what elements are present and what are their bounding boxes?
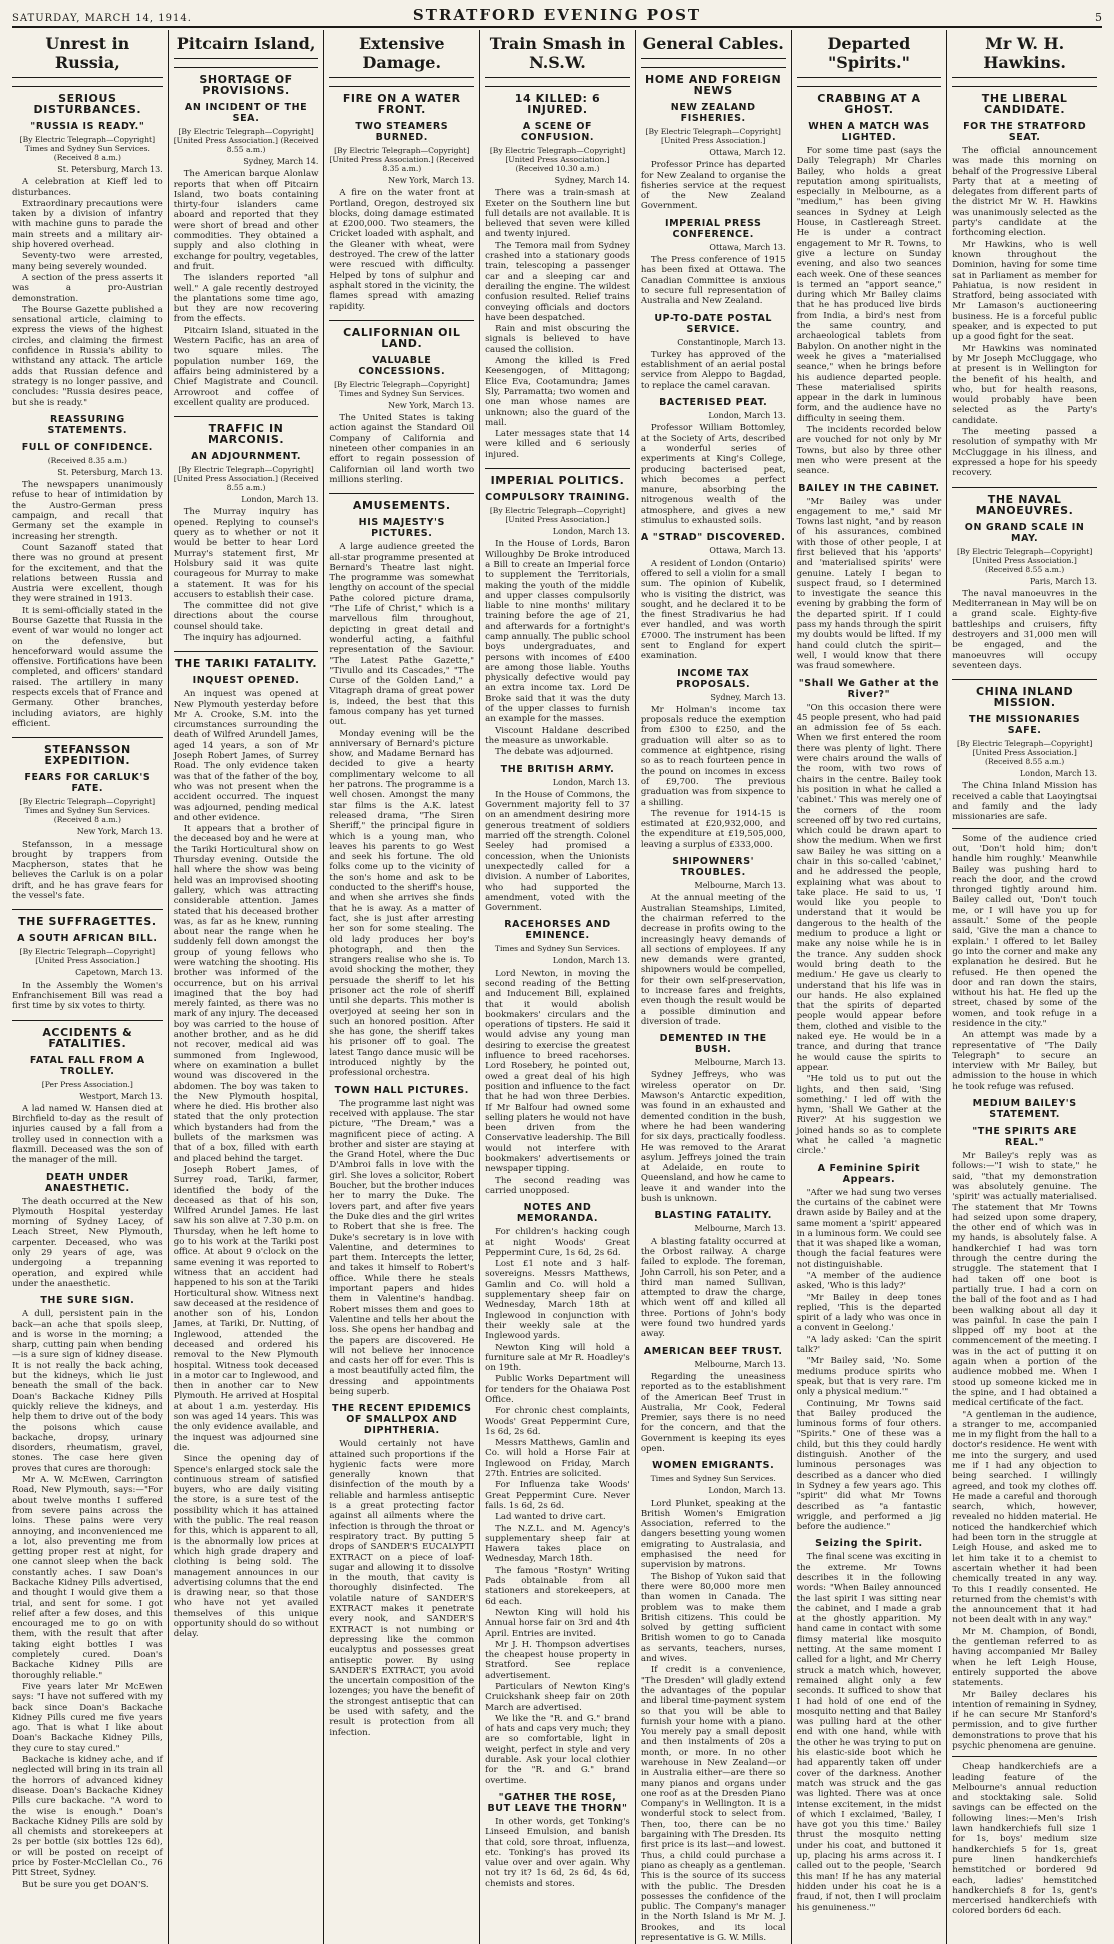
- paragraph: The official announcement was made this morning on behalf of the Progressive Liberal Party that at a meeting of delegates from different parts of the district Mr W. H. Hawkins was unanimously selected as the party's candidate at the forthcoming election.: [952, 146, 1097, 239]
- paragraph: The debate was adjourned.: [495, 747, 614, 758]
- column-title: Mr W. H. Hawkins.: [952, 34, 1097, 78]
- paragraph: The death occurred at the New Plymouth Hospital yesterday morning of Sydney Lacey, of Leach Street, New Plymouth, carpenter. Deceased, who was only 29 years of age, was undergoing a trepanning operation, and expired while under the anaesthetic.: [12, 1196, 163, 1289]
- article-headline: INQUEST OPENED.: [192, 675, 300, 687]
- dateline: New York, March 13.: [388, 176, 475, 185]
- paragraph: "A gentleman in the audience, a stranger to me, accompanied me in my flight from the hall to a doctor's residence. He went with me into the surgery, and used me if I had any objection to being searched. I willingly agreed, and took my clothes off. He made a careful and thorough search, which, however, revealed no hidden material. He noticed the handkerchief which had been torn in the struggle at Leigh House, and asked me to let him take it to a chemist to ascertain whether it had been chemically treated in any way. To this I readily consented. He returned from the chemist's with the announcement that it had not been dealt with in any way.": [952, 1409, 1097, 1626]
- paragraph: The naval manoeuvres in the Mediterranean in May will be on a grand scale. Eighty-five battleships and cruisers, fifty destroyers and 31,000 men will be engaged, and the manoeuvres will occupy seventeen days.: [952, 588, 1097, 671]
- article-headline: VALUABLE CONCESSIONS.: [358, 354, 446, 377]
- column-6: [791, 30, 947, 1944]
- paragraph: Stefansson, in a message brought by trappers from Macpherson, states that he believes the Carluk is on a polar drift, and he has grave fears for the vessel's fate.: [12, 839, 163, 902]
- paragraph: An attempt was made by a representative of "The Daily Telegraph" to secure an interview with Mr Bailey, but admission to the house in which he took refuge was refused.: [952, 1030, 1097, 1092]
- paragraph: Later messages state that 14 were killed and 6 seriously injured.: [485, 429, 630, 460]
- paragraph: Public Works Department will for tenders for the Ohaiawa Post Office.: [485, 1374, 630, 1405]
- paragraph: The second reading was carried unopposed.: [485, 1175, 630, 1196]
- dateline: Ottawa, March 12.: [709, 148, 786, 157]
- section-headline: THE SUFFRAGETTES.: [12, 909, 163, 927]
- dateline: Westport, March 13.: [79, 1091, 163, 1101]
- article-headline: THE RECENT EPIDEMICS OF SMALLPOX AND DIPHTHERIA.: [331, 1403, 472, 1437]
- dateline: London, March 13.: [241, 495, 319, 505]
- paragraph: Messrs Matthews, Gamlin and Co. will hold a Horse Fair at Inglewood on Friday, March 27th. Entries are solicited.: [485, 1438, 630, 1480]
- article-headline: TOWN HALL PICTURES.: [334, 1084, 469, 1096]
- newspaper-page: [12, 30, 1102, 1944]
- paragraph: It is semi-officially stated in the Bourse Gazette that Russia in the event of war would no longer act on the defensive, but henceforward would assume the offensive. Fortifications have been completed, and officers' standard raised. The artillery in many respects excels that of France and Germany. Other branches, including aviators, are highly efficient.: [12, 605, 163, 729]
- paragraph: "After we had sung two verses the curtains of the cabinet were drawn aside by Bailey and at the same moment a 'spirit' appeared in a luminous form. We could see that it was shaped like a woman, though the facial features were not distinguishable.: [796, 1187, 942, 1270]
- paragraph: The N.Z.L. and M. Agency's supplementary sheep fair at Hawera takes place on Wednesday, March 18th.: [485, 1523, 630, 1565]
- wire-credit: [By Electric Telegraph—Copyright] Times and Sydney Sun Services.: [334, 379, 470, 398]
- section-headline: THE TARIKI FATALITY.: [174, 651, 319, 669]
- article-headline: A "STRAD" DISCOVERED.: [640, 532, 786, 544]
- divider: [952, 828, 1097, 829]
- dateline: London, March 13.: [552, 777, 630, 787]
- article-headline: Seizing the Spirit.: [815, 1538, 923, 1550]
- wire-credit: [By Electric Telegraph—Copyright] [United Press Association.]: [489, 506, 626, 525]
- wire-credit: [By Electric Telegraph—Copyright] [United Press Association.] (Received 8.55 a.m.): [173, 465, 319, 493]
- wire-credit: Times and Sydney Sun Services.: [650, 1474, 776, 1484]
- paragraph: Mr Hawkins was nominated by Mr Joseph McCluggage, who at present is in Wellington for the benefit of his health, and who, but for health reasons, would probably have been selected as the Party's candidate.: [952, 343, 1097, 426]
- paragraph: The meeting passed a resolution of sympathy with Mr McCluggage in his illness, and expressed a hope for his speedy recovery.: [952, 427, 1097, 479]
- issue-date: SATURDAY, MARCH 14, 1914.: [12, 13, 192, 24]
- paragraph: The programme last night was received with applause. The star picture, "The Dream," was a magnificent piece of acting. A brother and sister are staying at the Grand Hotel, where the Duc D'Ambroi falls in love with the girl. She loves a solicitor, Robert Boucher, but the brother induces her to marry the Duke. The lovers part, and after five years the Duke dies and the girl writes to Robert that she is free. The Duke's secretary is in love with Valentine, and determines to part them. Intercepts the letter, and takes it himself to Robert's office. While there he steals important papers and hides them in Valentine's handbag. Robert misses them and goes to Valentine and tells her about the loss. She opens her handbag and the papers are discovered. He will not believe her innocence and casts her off for ever. This is a most beautifully acted film, the dressing and appointments being superb.: [329, 1098, 475, 1397]
- paragraph: A fire on the water front at Portland, Oregon, destroyed six blocks, doing damage estimated at £200,000. Two steamers, the Cricket loaded with asphalt, and the Gleaner with wheat, were destroyed. The crew of the latter were rescued with difficulty. Helped by tons of sulphur and asphalt stored in the vicinity, the flames spread with amazing rapidity.: [329, 188, 475, 312]
- column-title: Train Smash in N.S.W.: [485, 34, 630, 78]
- paragraph: The newspapers unanimously refuse to hear of intimidation by the Austro-German press campaign, and recall that Germany set the example in increasing her strength.: [12, 480, 163, 542]
- article-headline: BACTERISED PEAT.: [659, 397, 768, 409]
- paragraph: The Murray inquiry has opened. Replying to counsel's query as to whether or not it would be better to hear Lord Murray's statement first, Mr Holsbury said it was quite courageous for Murray to make a statement. It was for his accusers to establish their case.: [173, 507, 319, 600]
- section-headline: CRABBING AT A GHOST.: [797, 86, 942, 115]
- dateline: Melbourne, March 13.: [694, 881, 786, 891]
- paragraph: Monday evening will be the anniversary of Bernard's picture show, and Madame Bernard has decided to give a hearty complimentary welcome to all her patrons. The programme is a well chosen. Amongst the many star films is the A.K. latest released drama, "The Siren Sheriff," the principal figure in which is a young man, who leaves his parents to go West and seek his fortune. The old folks come up to the vicinity of the son's home and ask to be conducted to the sheriff's house, and when she arrives she finds that he is away. As a matter of fact, she is just after arresting her son for some stealing. The old lady produces her boy's photograph, and then the strangers realise who she is. To avoid shocking the mother, they persuade the sheriff to let his prisoner act the role of sheriff until she departs. This mother is overjoyed at seeing her son in such an honored position. After she has gone, the sheriff takes his prisoner off to goal. The latest Tango dance music will be introduced nightly by the professional orchestra.: [329, 728, 475, 1079]
- section-headline: 14 KILLED: 6 INJURED.: [485, 86, 630, 115]
- dateline: Melbourne, March 13.: [694, 1359, 786, 1369]
- paragraph: The final scene was exciting in the extreme. Mr Towns describes it in the following words: "When Bailey announced the last spirit I was sitting near the cabinet, and I made a grab at the ghostly apparition. My hand came in contact with some flimsy material like mosquito netting. At the same moment I called for a light, and Mr Cherry struck a match which, however, remained alight only a few seconds. It sufficed to show that I had hold of one end of the mosquito netting and that Bailey was pulling hard at the other end with one hand, while with the other he was trying to put on his elastic-side boot which he had apparently taken off under cover of the darkness. Another match was struck and the gas was lighted. There was at once intense excitement, in the midst of which I exclaimed, 'Bailey, I have got you this time.' Bailey thrust the mosquito netting under his coat, and buttoned it up, placing his arms across it. I called out to the people, 'Search this man! If he has any material hidden under his coat he is a fraud, if not, then I will proclaim his genuineness.'": [796, 1552, 942, 1913]
- paragraph: The United States is taking action against the Standard Oil Company of California and nineteen other companies in an effort to regain possession of Californian oil land worth two millions sterling.: [329, 413, 475, 485]
- divider: [952, 1756, 1097, 1757]
- column-1: [12, 30, 168, 1944]
- paragraph: For chronic chest complaints, Woods' Great Peppermint Cure, 1s 6d, 2s 6d.: [485, 1406, 630, 1437]
- article-headline: DEATH UNDER ANAESTHETIC.: [45, 1171, 130, 1194]
- section-headline: FIRE ON A WATER FRONT.: [329, 86, 474, 115]
- paragraph: Sydney Jeffreys, who was wireless operator on Dr. Mawson's Antarctic expedition, was found in an exhausted and demented condition in the bush, where he had been wandering for six days, practically foodless. He was removed to the Ararat asylum. Jeffreys joined the train at Adelaide, en route to Queensland, and how he came to leave it and wander into the bush is unknown.: [640, 1070, 786, 1205]
- paragraph: In other words, get Tonking's Linseed Emulsion, and banish that cold, sore throat, influenza, etc. Tonking's has proved its value over and over again. Why not try it? 1s 6d, 2s 6d, 4s 6d, chemists and stores.: [485, 1816, 630, 1889]
- wire-credit: [By Electric Telegraph—Copyright] Times and Sydney Sun Services. (Received 8 a.m.): [19, 135, 156, 162]
- paragraph: A dull, persistent pain in the back—an ache that spoils sleep, and is worse in the morning; a sharp, cutting pain when bending—is a sure sign of kidney disease. It is not really the back aching, but the kidneys, which lie just beneath the small of the back. Doan's Backache Kidney Pills quickly relieve the kidneys, and help them to drive out of the body the poisons which cause backache, dropsy, urinary disorders, rheumatism, gravel, stones. The case here given proves that cures are thorough:: [12, 1309, 163, 1474]
- paragraph: Pitcairn Island, situated in the Western Pacific, has an area of two square miles. The population number 169, the affairs being administered by a Chief Magistrate and Council. Arrowroot and coffee of excellent quality are produced.: [173, 325, 319, 408]
- article-headline: FULL OF CONFIDENCE.: [21, 441, 153, 453]
- paragraph: Mr A. W. McEwen, Carrington Road, New Plymouth, says:—"For about twelve months I suffered from severe pains across the loins. These pains were very annoying, and inconvenienced me a lot, also preventing me from getting proper rest at night, for one cannot sleep when the back constantly aches. I saw Doan's Backache Kidney Pills advertised, and thought I would give them a trial, and sent for some. I got relief after a few doses, and this encouraged me to go on with them, with the result that after taking eight bottles I was completely cured. Doan's Backache Kidney Pills are thoroughly reliable.": [12, 1475, 163, 1681]
- paragraph: A resident of London (Ontario) offered to sell a violin for a small sum. The opinion of Kubelik, who is visiting the district, was sought, and he declared it to be the finest Stradivarius he had ever handled, and was worth £7000. The instrument has been sent to England for expert examination.: [640, 558, 786, 662]
- paragraph: Some of the audience cried out, 'Don't hold him; don't handle him roughly.' Meanwhile Bailey was pushing hard to reach the door, and the crowd thronged tightly around him. Bailey called out, 'Don't touch me, or I will have you up for assault.' Some of the people said, 'Give the man a chance to explain.' I offered to let Bailey go into the corner and make any explanation he desired. But he refused. He then opened the door and ran down the stairs, without his hat. He fled up the street, chased by some of the women, and took refuge in a residence in the city.": [952, 833, 1097, 1029]
- wire-credit: [By Electric Telegraph—Copyright] [United Press Association.] (Received 8.55 a.m.): [956, 546, 1093, 574]
- article-headline: SHIPOWNERS' TROUBLES.: [672, 856, 755, 879]
- article-headline: A SCENE OF CONFUSION.: [520, 121, 595, 143]
- paragraph: Among the killed is Fred Keesengogen, of Mittagong; Elice Eva, Cootamundra; James Sly, Parramatta; two women and one man whose names are unknown; also the guard of the mail.: [485, 356, 630, 428]
- wire-credit: [By Electric Telegraph—Copyright] [United Press Association.] (Received 8.35 a.m.): [329, 146, 475, 173]
- paragraph: The Press conference of 1915 has been fixed at Ottawa. The Canadian Committee is anxious to secure full representation of Australia and New Zealand.: [640, 255, 786, 307]
- section-headline: AMUSEMENTS.: [329, 493, 474, 511]
- paragraph: "A lady asked: 'Can the spirit talk?': [796, 1334, 942, 1356]
- dateline: Capetown, March 13.: [75, 968, 163, 978]
- article-headline: "GATHER THE ROSE, BUT LEAVE THE THORN": [487, 1791, 628, 1814]
- dateline: London, March 13.: [1019, 769, 1097, 779]
- masthead: [12, 4, 1102, 28]
- section-headline: SHORTAGE OF PROVISIONS.: [174, 67, 319, 96]
- article-headline: AN INCIDENT OF THE SEA.: [184, 102, 308, 124]
- paragraph: "Mr Bailey was under engagement to me," said Mr Towns last night, "and by reason of his assurances, combined with those of other people, I at first believed that his 'apports' and 'materialised spirits' were genuine. Lately I began to suspect fraud, so I determined to investigate the seance this evening by grabbing the form of the departed spirit. If I could pass my hands through the spirit my doubts would be lifted. If my hand could clutch the spirit—well, I would know that there was fraud somewhere.: [796, 496, 942, 672]
- paragraph: Mr M. Champion, of Bondi, the gentleman referred to as having accompanied Mr Bailey when he left Leigh House, entirely supported the above statements.: [952, 1626, 1097, 1689]
- paragraph: The Bourse Gazette published a sensational article, claiming to express the views of the highest circles, and claiming the firmest confidence in Russia's ability to withstand any attack. The article adds that Russian defence and strategy is no longer passive, and concludes: "Russia desires peace, but she is ready.": [12, 304, 163, 408]
- dateline: Paris, March 13.: [1029, 576, 1097, 586]
- column-title: Departed "Spirits.": [797, 34, 942, 78]
- article-headline: AN ADJOURNMENT.: [191, 451, 302, 463]
- article-headline: WHEN A MATCH WAS LIGHTED.: [808, 121, 930, 143]
- wire-credit: Times and Sydney Sun Services.: [494, 944, 621, 954]
- dateline: Constantinople, March 13.: [677, 337, 786, 347]
- paragraph: But be sure you get DOAN'S.: [22, 1879, 149, 1890]
- paragraph: Newton King will hold his Annual horse fair on 3rd and 4th April. Entries are invited.: [485, 1607, 630, 1639]
- article-headline: FATAL FALL FROM A TROLLEY.: [29, 1054, 145, 1077]
- paragraph: For some time past (says the Daily Telegraph) Mr Charles Bailey, who holds a great reputation among spiritualists, especially in Melbourne, as a "medium," has been giving seances in Sydney at Leigh House, in Castlereagh Street. He is under a contract engagement to Mr R. Towns, to give a lecture on Sunday evening, and also two seances each week. One of these seances is termed an "apport seance," during which Mr Bailey claims that he has produced live birds from India, a bird's nest from the same country, and archaeological tablets from Babylon. On another night in the week he gives a "materialised seance," when he brings before his audience departed people. These materialised spirits appear in the dark in luminous form, and the audience have no difficulty in seeing them.: [796, 146, 942, 424]
- section-headline: THE LIBERAL CANDIDATE.: [952, 86, 1097, 115]
- article-headline: REASSURING STATEMENTS.: [47, 413, 128, 436]
- paragraph: "On this occasion there were 45 people present, who had paid an admission fee of 5s each. When we first entered the room there was plenty of light. There were chairs around the walls of the room, with two rows of chairs in the centre. Bailey took his position in what he called a 'cabinet.' This was merely one of the corners of the room screened off by two red curtains, which could be drawn apart to show the medium. When we first saw Bailey he was sitting on a chair in this so-called 'cabinet,' and he addressed the people, explaining what was about to take place. He said to us, 'I would like you people to understand that it would be dangerous to the health of the medium to produce a light or make any noise while he is in the trance. Any sudden shock would bring death to the medium.' He gave us clearly to understand that his life was in our hands. He also explained that the spirits of departed people would appear before them, clothed and visible to the naked eye. He would be in a trance, and during that trance he would cause the spirits to appear.: [796, 702, 942, 1073]
- paragraph: The inquiry has adjourned.: [183, 632, 302, 643]
- article-headline: WOMEN EMIGRANTS.: [652, 1460, 775, 1472]
- dateline: St. Petersburg, March 13.: [57, 165, 163, 174]
- article-headline: FOR THE STRATFORD SEAT.: [963, 121, 1087, 143]
- article-headline: "THE SPIRITS ARE REAL.": [972, 1126, 1078, 1149]
- article-headline: A SOUTH AFRICAN BILL.: [17, 933, 158, 945]
- paragraph: Five years later Mr McEwen says: "I have not suffered with my back since Doan's Backache Kidney Pills cured me five years ago. That is what I like about Doan's Backache Kidney Pills, they cure to stay cured.": [12, 1681, 163, 1754]
- paragraph: Lost £1 note and 3 half-sovereigns. Messrs Matthews, Gamlin and Co. will hold a supplementary sheep fair on Wednesday, March 18th at Inglewood in conjunction with their weekly sale at the Inglewood yards.: [485, 1259, 630, 1342]
- paragraph: The famous "Rostyn" Writing Pads obtainable from all stationers and storekeepers, at 6d each.: [485, 1565, 630, 1607]
- dateline: Ottawa, March 13.: [709, 242, 786, 252]
- wire-credit: [Per Press Association.]: [41, 1079, 133, 1089]
- paragraph: It appears that a brother of the deceased boy and he were at the Tariki Horticultural show on Thursday evening. Outside the hall where the show was being held was an improvised shooting gallery, which was attracting considerable attention. James stated that his deceased brother was, as far as he knew, running about near the range when he suddenly fell down amongst the group of young fellows who were watching the shooting. His brother was informed of the occurrence, but on his arrival imagined that the boy had merely fainted, as there was no mark of any injury. The deceased boy was carried to the house of another brother, and as he did not recover, medical aid was summoned from Inglewood, where on examination a bullet wound was discovered in the abdomen. The boy was taken to the New Plymouth hospital, where he died. His brother also stated that the only protection which bystanders had from the bullets of the marksmen was that of a box, filled with earth and placed behind the target.: [173, 824, 319, 1164]
- paragraph: Would certainly not have attained such proportions if the hygienic facts were more generally known that disinfection of the mouth by a reliable and harmless antiseptic is a great protecting factor against all ailments where the infection is through the throat or respiratory tract. By putting 5 drops of SANDER'S EUCALYPTI EXTRACT on a piece of loaf-sugar and allowing it to dissolve in the mouth, that cavity is thoroughly disinfected. The volatile nature of SANDER'S EXTRACT makes it penetrate every nook, and SANDER'S EXTRACT is not numbing or depressing like the common eucalyptus and possesses great antiseptic power. By using SANDER'S EXTRACT, you avoid the uncertain composition of the lozenges; you have the benefit of the strongest antiseptic that can be used with safety, and the result is protection from all infection.: [329, 1439, 475, 1738]
- paragraph: Professor Prince has departed for New Zealand to organise the fisheries service at the request of the New Zealand Government.: [640, 160, 786, 212]
- paragraph: A lad named W. Hansen died at Birchfield to-day as the result of injuries caused by a fall from a trolley used in connection with a flaxmill. Deceased was the son of the manager of the mill.: [12, 1103, 163, 1166]
- article-headline: IMPERIAL PRESS CONFERENCE.: [664, 217, 762, 240]
- paragraph: Lad wanted to drive cart.: [495, 1512, 606, 1523]
- paragraph: The committee did not give directions about the course counsel should take.: [173, 601, 319, 632]
- column-7: [946, 30, 1102, 1944]
- paragraph: Cheap handkerchiefs are a leading feature of the Melbourne's annual reduction and stocktaking sale. Solid savings can be effected on the following lines:—Men's Irish lawn handkerchiefs full size 1 for 1s, boys' medium size handkerchiefs 5 for 1s, great pure linen handkerchiefs hemstitched or bordered 9d each, ladies' hemstitched handkerchiefs 8 for 1s, gent's mercerised handkerchiefs with colored borders 6d each.: [952, 1762, 1097, 1917]
- paragraph: "He told us to put out the lights, and then said, 'Sing something.' I led off with the hymn, 'Shall We Gather at the River?' At his suggestion we joined hands so as to complete what he called 'a magnetic circle.': [796, 1074, 942, 1157]
- wire-credit: [By Electric Telegraph—Copyright] [United Press Association.]: [645, 127, 781, 145]
- article-headline: THE BRITISH ARMY.: [500, 763, 615, 775]
- article-headline: THE MISSIONARIES SAFE.: [969, 714, 1081, 737]
- paragraph: Extraordinary precautions were taken by a division of infantry with machine guns to parade the main streets and a military air-ship hovered overhead.: [12, 198, 163, 251]
- dateline: New York, March 13.: [76, 827, 163, 837]
- column-body: [12, 86, 163, 1890]
- paragraph: Mr J. H. Thompson advertises the cheapest house property in Stratford. See replace advertisement.: [485, 1639, 630, 1681]
- section-headline: STEFANSSON EXPEDITION.: [12, 737, 163, 766]
- paragraph: Since the opening day of Spence's enlarged stock sale the continuous stream of satisfied buyers, who are daily visiting the store, is a sure test of the possibility which it has attained with the public. The real reason for this, which is apparent to all, is the abnormally low prices at which high grade drapery and clothing is being sold. The management announces in our advertising columns that the end is drawing near, so that those who have not yet availed themselves of this unique opportunity should do so without delay.: [173, 1454, 319, 1640]
- wire-credit: [By Electric Telegraph—Copyright] [United Press Association.]: [19, 947, 156, 966]
- paragraph: At the annual meeting of the Australian Steamships, Limited, the chairman referred to the decrease in profits owing to the increasingly heavy demands of all sections of employees. If any new demands were granted, shipowners would be compelled, for their own self-preservation, to increase fares and freights, even though the result would be a possible diminution and diversion of trade.: [640, 893, 786, 1027]
- dateline: Melbourne, March 13.: [694, 1224, 786, 1234]
- article-headline: NEW ZEALAND FISHERIES.: [670, 102, 756, 124]
- paragraph: Particulars of Newton King's Cruickshank sheep fair on 20th March are advertised.: [485, 1682, 630, 1713]
- column-title: General Cables.: [641, 34, 786, 59]
- column-body: [641, 67, 786, 1943]
- column-title: Unrest in Russia,: [12, 34, 163, 78]
- article-headline: HIS MAJESTY'S PICTURES.: [358, 517, 445, 540]
- article-headline: ON GRAND SCALE IN MAY.: [964, 521, 1085, 544]
- dateline: New York, March 13.: [388, 400, 475, 410]
- page-number: 5: [1095, 11, 1102, 24]
- paragraph: Newton King will hold a furniture sale at Mr R. Hoadley's on 19th.: [485, 1342, 630, 1374]
- article-headline: COMPULSORY TRAINING.: [485, 492, 630, 504]
- column-4: [479, 30, 635, 1944]
- wire-credit: [By Electric Telegraph—Copyright] Times and Sydney Sun Services. (Received 8 a.m.): [19, 797, 156, 825]
- article-headline: AMERICAN BEEF TRUST.: [643, 1345, 783, 1357]
- column-body: [797, 86, 942, 1913]
- dateline: Melbourne, March 13.: [694, 1058, 786, 1068]
- section-headline: CHINA INLAND MISSION.: [952, 679, 1097, 708]
- column-3: [323, 30, 479, 1944]
- article-headline: MEDIUM BAILEY'S STATEMENT.: [972, 1098, 1077, 1121]
- article-headline: RACEHORSES AND EMINENCE.: [504, 919, 611, 942]
- article-headline: BAILEY IN THE CABINET.: [798, 482, 940, 494]
- paragraph: The China Inland Mission has received a cable that Laoyingtsai and family and the lady missionaries are safe.: [952, 781, 1097, 823]
- section-headline: THE NAVAL MANOEUVRES.: [952, 487, 1097, 516]
- section-headline: SERIOUS DISTURBANCES.: [12, 86, 163, 115]
- column-body: [485, 86, 630, 1889]
- paragraph: The American barque Alonlaw reports that when off Pitcairn Island, two boats containing thirty-four islanders came aboard and reported that they were short of bread and other commodities. They obtained a supply and also clothing in exchange for poultry, vegetables, and fruit.: [173, 169, 319, 272]
- paragraph: A blasting fatality occurred at the Orbost railway. A charge failed to explode. The foreman, John Carroll, his son Peter, and a third man named Sullivan, attempted to draw the charge, which went off and killed all three. Portions of John's body were found two hundred yards away.: [640, 1236, 786, 1340]
- article-headline: BLASTING FATALITY.: [654, 1210, 772, 1222]
- dateline: Sydney, March 14.: [554, 176, 630, 185]
- article-headline: "RUSSIA IS READY.": [30, 121, 145, 132]
- paragraph: A large audience greeted the all-star programme presented at Bernard's Theatre last night. The programme was somewhat lengthy on account of the special Pathe colored picture drama, "The Life of Christ," which is a marvellous film throughout, depicting in great detail and wonderful acting, a faithful representation of the Saviour. "The Latest Pathe Gazette," "Tivullo and its Cascades," "The Curse of the Golden Land," a Vitagraph drama of great power is, indeed, the best that this famous company has yet turned out.: [329, 542, 475, 728]
- dateline: London, March 13.: [552, 956, 630, 966]
- paragraph: Regarding the uneasiness reported as to the establishment of the American Beef Trust in Australia, Mr Cook, Federal Premier, says there is no need for the concern, and that the Government is keeping its eyes open.: [640, 1371, 786, 1454]
- column-2: [168, 30, 324, 1944]
- paragraph: Joseph Robert James, of Surrey road, Tariki, farmer, identified the body of the deceased as that of his son, Wilfred Arundel James. He last saw his son alive at 7.30 p.m. on Thursday, when he left home to go to his work at the Tariki post office. At about 9 o'clock on the same evening it was reported to witness that an accident had happened to his son at the Tariki Horticultural show. Witness next saw deceased at the residence of another son of his, London James, at Tariki, Dr. Nutting, of Inglewood, attended the deceased and ordered his removal to the New Plymouth hospital. Witness took deceased in a motor car to Inglewood, and then in another car to New Plymouth. He arrived at Hospital at about 1 a.m. yesterday. His son was aged 14 years. This was the only evidence available, and the inquest was adjourned sine die.: [173, 1164, 319, 1453]
- paragraph: Turkey has approved of the establishment of an aerial postal service from Aleppo to Bagdad, to replace the camel caravan.: [640, 349, 786, 391]
- article-headline: UP-TO-DATE POSTAL SERVICE.: [654, 312, 773, 335]
- paragraph: Mr Hawkins, who is well known throughout the Dominion, having for some time sat in Parliament as member for Pahiatua, is now resident in Stratford, being associated with Mr Lamason's auctioneering business. He is a forceful public speaker, and is expected to put up a good fight for the seat.: [952, 239, 1097, 343]
- dateline: St. Petersburg, March 13.: [57, 467, 163, 477]
- section-headline: TRAFFIC IN MARCONIS.: [174, 416, 319, 445]
- section-headline: CALIFORNIAN OIL LAND.: [329, 320, 474, 349]
- wire-credit: (Received 8.35 a.m.): [47, 455, 127, 465]
- paragraph: In the Assembly the Women's Enfranchisement Bill was read a first time by six votes to thirty.: [12, 980, 163, 1012]
- section-headline: IMPERIAL POLITICS.: [485, 468, 630, 486]
- dateline: London, March 13.: [708, 1486, 786, 1496]
- paragraph: If credit is a convenience, "The Dresden" will gladly extend the advantages of the popular and liberal time-payment system so that you will be able to furnish your home with a piano. You merely pay a small deposit and then instalments of 20s a month, or more. In no other warehouse in New Zealand—or in Australia either—are there so many pianos and organs under one roof as at the Dresden Piano Company's in Wellington. It is a wonderful stock to select from. Then, too, there can be no bargaining with The Dresden. Its first price is its last—and lowest. Thus, a child could purchase a piano as cheaply as a gentleman. This is the source of its success with the public. The Dresden possesses the confidence of the public. The Company's manager in the North Island is Mr M. J. Brookes, and its local representative is G. W. Mills.: [640, 1665, 786, 1944]
- paragraph: The incidents recorded below are vouched for not only by Mr Towns, but also by three other men who were present at the seance.: [796, 425, 942, 477]
- column-body: [952, 86, 1097, 1917]
- paragraph: We like the "R. and G." brand of hats and caps very much; they are so comfortable, light in weight, perfect in style and very durable. Ask your local clothier for the "R. and G." brand overtime.: [485, 1713, 630, 1786]
- paragraph: Continuing, Mr Towns said that Bailey produced the luminous forms of four others. "Spirits." One of these was a child, but this they could hardly distinguish. Another of the luminous personages was described as a dancer who died in Sydney a few years ago. This "spirit" did what Mr Towns described as "a fantastic wriggle, and performed a jig before the audience.": [796, 1398, 942, 1533]
- paragraph: The Temora mail from Sydney crashed into a stationary goods train, telescoping a passenger car and a sleeping car and derailing the engine. The wildest confusion resulted. Relief trains conveying officials and doctors have been despatched.: [485, 240, 630, 323]
- paragraph: A section of the press asserts it was a pro-Austrian demonstration.: [12, 272, 163, 304]
- dateline: London, March 13.: [708, 411, 786, 421]
- column-body: [329, 86, 474, 1738]
- wire-credit: [By Electric Telegraph—Copyright] [United Press Association.] (Received 8.55 a.m.): [956, 739, 1093, 767]
- paragraph: Lord Plunket, speaking at the British Women's Emigration Association, referred to the dangers besetting young women emigrating to Australasia, and emphasised the need for supervision by matrons.: [640, 1498, 786, 1571]
- article-headline: FEARS FOR CARLUK'S FATE.: [24, 772, 151, 795]
- article-headline: INCOME TAX PROPOSALS.: [676, 667, 751, 690]
- paragraph: In the House of Commons, the Government majority fell to 37 on an amendment desiring more generous treatment of soldiers married off the strength. Colonel Seeley had promised a concession, when the Unionists unexpectedly called for a division. A number of Laborites, who had supported the amendment, voted with the Government.: [485, 789, 630, 914]
- paragraph: An inquest was opened at New Plymouth yesterday before Mr A. Crooke, S.M. into the circumstances surrounding the death of Wilfred Arundell James, aged 14 years, a son of Mr Joseph Robert James, of Surrey Road. The only evidence taken was that of the father of the boy, who was not present when the accident occurred. The inquest was adjourned, pending medical and other evidence.: [173, 689, 319, 823]
- paragraph: Lord Newton, in moving the second reading of the Betting and Inducement Bill, explained that it would abolish bookmakers' circulars and the operations of tipsters. He said it would advise any young man desiring to exercise the greatest influence to breed racehorses. Lord Rosebery, he pointed out, owed a great deal of his high position and influence to the fact that he had won three Derbies. If Mr Balfour had owned some selling platers he would not have been driven from the Conservative leadership. The Bill would not interfere with bookmakers' advertisements or newspaper tipping.: [485, 968, 630, 1175]
- column-5: [635, 30, 791, 1944]
- paragraph: There was a train-smash at Exeter on the Southern line but full details are not available. It is believed that seven were killed and twenty injured.: [485, 188, 630, 240]
- paragraph: Mr Bailey declares his intention of remaining in Sydney, if he can secure Mr Stanford's permission, and to give further demonstrations to prove that his psychic phenomena are genuine.: [952, 1689, 1097, 1751]
- paragraph: For Influenza take Woods' Great Peppermint Cure. Never fails. 1s 6d, 2s 6d.: [485, 1480, 630, 1511]
- column-body: [174, 67, 319, 1640]
- paragraph: The Bishop of Yukon said that there were 80,000 more men than women in Canada. The problem was to make them British citizens. This could be solved by getting sufficient British women to go to Canada as servants, teachers, nurses, and wives.: [640, 1571, 786, 1665]
- paragraph: A celebration at Kieff led to disturbances.: [12, 177, 163, 198]
- newspaper-title: STRATFORD EVENING POST: [412, 6, 702, 24]
- wire-credit: [By Electric Telegraph—Copyright] [United Press Association.] (Received 8.55 a.m.): [173, 127, 319, 154]
- dateline: Sydney, March 13.: [710, 692, 786, 702]
- paragraph: The islanders reported "all well." A gale recently destroyed the plantations some time ago, but they are now recovering from the effects.: [173, 273, 319, 325]
- paragraph: Viscount Haldane described the measure as unworkable.: [485, 725, 630, 746]
- paragraph: "Mr Bailey in deep tones replied, 'This is the departed spirit of a lady who was once in a convent in Geelong.': [796, 1292, 942, 1334]
- article-headline: TWO STEAMERS BURNED.: [355, 121, 449, 143]
- paragraph: For children's hacking cough at night Woods' Great Peppermint Cure, 1s 6d, 2s 6d.: [485, 1227, 630, 1258]
- section-headline: HOME AND FOREIGN NEWS: [641, 67, 786, 96]
- paragraph: Professor William Bottomley, at the Society of Arts, described a wonderful series of experiments at King's College, producing bacterised peat, which becomes a perfect manure, absorbing the nitrogenous wealth of the atmosphere, and gives a new stimulus to exhausted soils.: [640, 423, 786, 527]
- paragraph: The revenue for 1914-15 is estimated at £20,932,000, and the expenditure at £19,505,000, leaving a surplus of £333,000.: [640, 808, 786, 850]
- paragraph: Mr Holman's income tax proposals reduce the exemption from £300 to £250, and the graduation will alter so as to commence at eightpence, rising so as to reach fourteen pence in the pound on incomes in excess of £9,700. The previous graduation was from sixpence to a shilling.: [640, 704, 786, 808]
- paragraph: "Mr Bailey said, 'No. Some mediums produce spirits who speak, but that is very rare. I'm only a physical medium.'": [796, 1356, 942, 1398]
- paragraph: Rain and mist obscuring the signals is believed to have caused the collision.: [485, 324, 630, 355]
- paragraph: Mr Bailey's reply was as follows:—"I wish to state," he said, "that my demonstration was absolutely genuine. The 'spirit' was actually materialised. The statement that Mr Towns had seized upon some drapery, the other end of which was in my hands, is absolutely false. A handkerchief I had was torn through the centre during the struggle. The statement that I had taken off one boot is partially true. I had a corn on the ball of the foot and as I had been walking about all day it was painful. In case the pain I slipped off my boot at the commencement of the meeting. I was in the act of putting it on again when a portion of the audience mobbed me. When I stood up someone kicked me in the spine, and I had obtained a medical certificate of the fact.: [952, 1151, 1097, 1409]
- paragraph: Seventy-two were arrested, many being severely wounded.: [12, 251, 163, 272]
- article-headline: "Shall We Gather at the River?": [798, 677, 940, 700]
- paragraph: In the House of Lords, Baron Willoughby De Broke introduced a Bill to create an Imperial force to supplement the Territorials, making the youth of the middle and upper classes compulsorily liable to nine months' military training before the age of 21, and afterwards for a fortnight's camp annually. The public school boys undergraduates, and persons with incomes of £400 are among those liable. Youths physically defective would pay an extra income tax. Lord De Broke said that it was the duty of the upper classes to furnish an example for the masses.: [485, 539, 630, 725]
- dateline: Ottawa, March 13.: [709, 546, 786, 556]
- dateline: London, March 13.: [552, 527, 630, 537]
- dateline: Sydney, March 14.: [243, 157, 319, 166]
- article-headline: THE SURE SIGN.: [40, 1295, 135, 1307]
- column-title: Extensive Damage.: [329, 34, 474, 78]
- paragraph: Backache is kidney ache, and if neglected will bring in its train all the horrors of advanced kidney disease. Doan's Backache Kidney Pills cure backache. "A word to the wise is enough." Doan's Backache Kidney Pills are sold by all chemists and storekeepers at 2s per bottle (six bottles 12s 6d), or will be posted on receipt of price by Foster-McClellan Co., 76 Pitt Street, Sydney.: [12, 1755, 163, 1879]
- column-title: Pitcairn Island,: [174, 34, 319, 59]
- section-headline: ACCIDENTS & FATALITIES.: [12, 1020, 163, 1049]
- article-headline: A Feminine Spirit Appears.: [817, 1162, 921, 1185]
- paragraph: "A member of the audience asked, 'Who is this lady?': [796, 1270, 942, 1292]
- paragraph: Count Sazanoff stated that there was no ground at present for the excitement, and that the relations between Russia and Austria were excellent, though they were strained in 1913.: [12, 542, 163, 605]
- article-headline: NOTES AND MEMORANDA.: [516, 1202, 599, 1225]
- wire-credit: [By Electric Telegraph—Copyright] [United Press Association.] (Received 10.30 a.m.): [489, 146, 626, 173]
- article-headline: DEMENTED IN THE BUSH.: [659, 1033, 767, 1056]
